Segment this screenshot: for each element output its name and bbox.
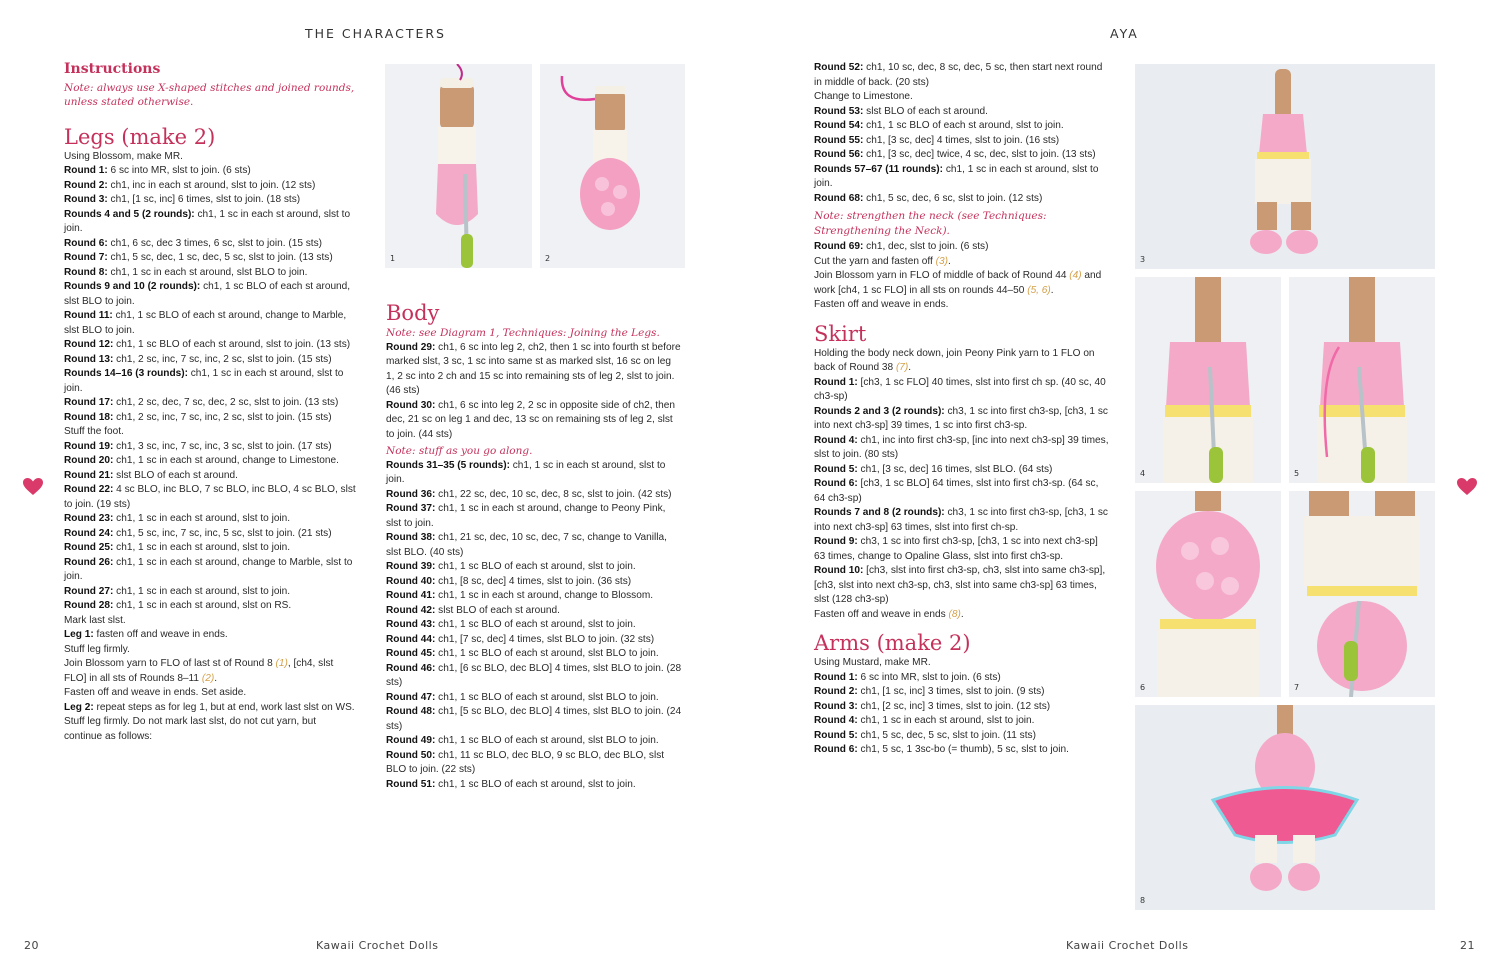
instruction-line: Round 53: slst BLO of each st around. — [814, 105, 988, 117]
round-label: Round 40: — [386, 575, 436, 587]
running-head-left: THE CHARACTERS — [305, 26, 446, 41]
round-label: Round 12: — [64, 339, 114, 350]
round-label: Round 30: — [386, 399, 436, 411]
round-label: Round 28: — [64, 600, 114, 611]
instruction-line: Join Blossom yarn to FLO of last st of Round 8 (1), [ch4, slst FLO] in all sts of Rounds 8–11 (2). — [64, 658, 334, 684]
round-label: Round 20: — [64, 455, 114, 466]
instruction-line: Round 37: ch1, 1 sc in each st around, change to Peony Pink, slst to join. — [386, 503, 666, 529]
round-label: Leg 2: — [64, 701, 94, 713]
round-label: Round 11: — [64, 310, 113, 321]
instruction-line: Stuff leg firmly. — [64, 643, 130, 655]
round-label: Round 42: — [386, 604, 436, 616]
round-label: Round 51: — [386, 778, 436, 790]
round-label: Round 5: — [814, 729, 858, 741]
round-label: Round 13: — [64, 353, 114, 365]
instruction-line: Rounds 2 and 3 (2 rounds): ch3, 1 sc into first ch3-sp, [ch3, 1 sc into next ch3-sp] 39 times, 1 sc into first ch3-sp. — [814, 405, 1108, 431]
body-lines-b — [386, 459, 682, 793]
instruction-line: Round 42: slst BLO of each st around. — [386, 604, 560, 616]
instruction-line: Round 69: ch1, dec, slst to join. (6 sts) — [814, 241, 989, 252]
round-label: Round 52: — [814, 62, 864, 73]
photo-4 — [1135, 277, 1281, 483]
round-label: Round 23: — [64, 513, 114, 524]
round-label: Round 26: — [64, 556, 114, 568]
instruction-line: Round 49: ch1, 1 sc BLO of each st around, slst BLO to join. — [386, 735, 659, 746]
instruction-line: Round 50: ch1, 11 sc BLO, dec BLO, 9 sc BLO, dec BLO, slst BLO to join. (22 sts) — [386, 749, 665, 775]
instruction-line: Round 36: ch1, 22 sc, dec, 10 sc, dec, 8 sc, slst to join. (42 sts) — [386, 488, 672, 500]
round-label: Round 44: — [386, 633, 436, 645]
round-label: Round 21: — [64, 469, 114, 481]
instruction-line: Rounds 9 and 10 (2 rounds): ch1, 1 sc BLO of each st around, slst BLO to join. — [64, 281, 351, 307]
photo-reference: (8) — [948, 608, 961, 620]
body-note: Note: see Diagram 1, Techniques: Joining the Legs. — [386, 327, 660, 339]
instruction-line: Round 40: ch1, [8 sc, dec] 4 times, slst to join. (36 sts) — [386, 575, 632, 587]
photo-number: 8 — [1140, 896, 1146, 905]
instruction-line: Round 48: ch1, [5 sc BLO, dec BLO] 4 times, slst BLO to join. (24 sts) — [386, 706, 682, 732]
round-label: Round 69: — [814, 241, 864, 252]
instruction-line: Rounds 4 and 5 (2 rounds): ch1, 1 sc in each st around, slst to join. — [64, 208, 351, 234]
round-label: Round 8: — [64, 266, 108, 278]
book-title-left: Kawaii Crochet Dolls — [316, 939, 439, 952]
round-label: Round 53: — [814, 105, 864, 117]
round-label: Round 48: — [386, 706, 436, 717]
heart-icon — [1457, 478, 1477, 496]
instruction-line: Holding the body neck down, join Peony Pink yarn to 1 FLO on back of Round 38 (7). — [814, 347, 1095, 373]
round-label: Round 1: — [814, 376, 858, 388]
round-label: Round 3: — [814, 700, 858, 712]
instruction-line: Mark last slst. — [64, 614, 126, 626]
instruction-line: Round 68: ch1, 5 sc, dec, 6 sc, slst to join. (12 sts) — [814, 192, 1043, 204]
round-label: Round 25: — [64, 542, 114, 553]
instruction-line: Round 26: ch1, 1 sc in each st around, change to Marble, slst to join. — [64, 556, 353, 582]
instruction-line: Round 52: ch1, 10 sc, dec, 8 sc, dec, 5 sc, then start next round in middle of back. (20 sts) — [814, 62, 1103, 88]
instruction-line: Leg 1: fasten off and weave in ends. — [64, 629, 228, 640]
round-label: Round 56: — [814, 149, 864, 160]
round-label: Round 41: — [386, 590, 436, 601]
round-label: Round 37: — [386, 503, 436, 514]
instruction-line: Round 5: ch1, [3 sc, dec] 16 times, slst BLO. (64 sts) — [814, 463, 1053, 475]
column-body-cont — [814, 61, 1110, 758]
instruction-line: Round 4: ch1, inc into first ch3-sp, [inc into next ch3-sp] 39 times, slst to join. (80 sts) — [814, 434, 1109, 460]
photo-6 — [1135, 491, 1281, 697]
photo-2 — [540, 64, 685, 268]
photo-number: 1 — [390, 254, 396, 263]
instruction-line: Rounds 57–67 (11 rounds): ch1, 1 sc in each st around, slst to join. — [814, 163, 1099, 189]
instruction-line: Using Blossom, make MR. — [64, 150, 183, 162]
instruction-line: Round 9: ch3, 1 sc into first ch3-sp, [ch3, 1 sc into next ch3-sp] 63 times, change to Opaline Glass, slst into first ch3-sp. — [814, 536, 1098, 562]
round-label: Round 46: — [386, 662, 436, 674]
round-label: Round 54: — [814, 120, 864, 131]
instruction-line: Round 46: ch1, [6 sc BLO, dec BLO] 4 times, slst BLO to join. (28 sts) — [386, 662, 682, 688]
instruction-line: Round 54: ch1, 1 sc BLO of each st around, slst to join. — [814, 120, 1064, 131]
instruction-line: Round 41: ch1, 1 sc in each st around, change to Blossom. — [386, 590, 654, 601]
instruction-line: Round 8: ch1, 1 sc in each st around, slst BLO to join. — [64, 266, 308, 278]
photo-reference: (3) — [935, 255, 948, 267]
photo-number: 3 — [1140, 255, 1146, 264]
running-head-right: AYA — [1110, 26, 1139, 41]
instruction-line: Round 44: ch1, [7 sc, dec] 4 times, slst BLO to join. (32 sts) — [386, 633, 655, 645]
instruction-line: Round 51: ch1, 1 sc BLO of each st around, slst to join. — [386, 778, 636, 790]
round-label: Rounds 2 and 3 (2 rounds): — [814, 405, 945, 417]
round-label: Round 1: — [64, 165, 108, 176]
body-cont-lines-a — [814, 61, 1110, 206]
round-label: Rounds 4 and 5 (2 rounds): — [64, 208, 195, 220]
instructions-heading: Instructions — [64, 61, 161, 77]
instruction-line: Change to Limestone. — [814, 91, 913, 102]
instruction-line: Round 2: ch1, [1 sc, inc] 3 times, slst to join. (9 sts) — [814, 686, 1045, 697]
round-label: Round 68: — [814, 192, 864, 204]
instruction-line: Round 25: ch1, 1 sc in each st around, slst to join. — [64, 542, 291, 553]
instruction-line: Round 12: ch1, 1 sc BLO of each st around, slst to join. (13 sts) — [64, 339, 351, 350]
round-label: Round 9: — [814, 536, 858, 547]
round-label: Round 4: — [814, 715, 858, 726]
round-label: Round 39: — [386, 561, 436, 572]
body-cont-lines-b — [814, 240, 1110, 313]
instruction-line: Round 1: 6 sc into MR, slst to join. (6 sts) — [64, 165, 251, 176]
instruction-line: Rounds 7 and 8 (2 rounds): ch3, 1 sc into first ch3-sp, [ch3, 1 sc into next ch3-sp] 63 times, slst into first ch-sp. — [814, 507, 1108, 533]
instruction-line: Round 13: ch1, 2 sc, inc, 7 sc, inc, 2 sc, slst to join. (15 sts) — [64, 353, 332, 365]
photo-3 — [1135, 64, 1435, 269]
round-label: Round 50: — [386, 749, 436, 761]
instruction-line: Round 29: ch1, 6 sc into leg 2, ch2, then 1 sc into fourth st before marked slst, 3 sc, 1 sc into same st as marked slst, 16 sc on leg 1, 2 sc into 2 ch and 15 sc into remaining sts of leg 2, slst to join. (46 sts) — [386, 341, 681, 396]
round-label: Round 45: — [386, 648, 436, 659]
round-label: Round 6: — [814, 744, 858, 755]
photo-reference: (4) — [1069, 270, 1082, 281]
arms-lines — [814, 656, 1110, 758]
instruction-line: Rounds 31–35 (5 rounds): ch1, 1 sc in each st around, slst to join. — [386, 459, 666, 485]
instruction-line: Cut the yarn and fasten off (3). — [814, 255, 951, 267]
page-number-right: 21 — [1460, 939, 1475, 952]
instruction-line: Round 3: ch1, [2 sc, inc] 3 times, slst to join. (12 sts) — [814, 700, 1051, 712]
photo-reference: (7) — [895, 362, 909, 373]
instructions-note: Note: always use X-shaped stitches and joined rounds, unless stated otherwise. — [64, 81, 355, 108]
instruction-line: Round 55: ch1, [3 sc, dec] 4 times, slst to join. (16 sts) — [814, 134, 1060, 146]
instruction-line: Round 20: ch1, 1 sc in each st around, change to Limestone. — [64, 455, 339, 466]
round-label: Round 1: — [814, 671, 858, 683]
round-label: Round 3: — [64, 194, 108, 205]
round-label: Round 10: — [814, 565, 864, 576]
instruction-line: Round 6: ch1, 5 sc, 1 3sc-bo (= thumb), 5 sc, slst to join. — [814, 744, 1069, 755]
round-label: Round 17: — [64, 397, 114, 408]
instruction-line: Round 56: ch1, [3 sc, dec] twice, 4 sc, dec, slst to join. (13 sts) — [814, 149, 1096, 160]
photo-reference: (5, 6) — [1027, 284, 1051, 296]
instruction-line: Round 5: ch1, 5 sc, dec, 5 sc, slst to join. (11 sts) — [814, 729, 1036, 741]
photo-reference: (2) — [201, 672, 215, 684]
instruction-line: Round 10: [ch3, slst into first ch3-sp, ch3, slst into same ch3-sp], [ch3, slst into next ch3-sp, ch3, slst into same ch3-sp] 63 times, slst (128 ch3-sp) — [814, 565, 1106, 605]
instruction-line: Round 6: [ch3, 1 sc BLO] 64 times, slst into first ch3-sp. (64 sc, 64 ch3-sp) — [814, 478, 1099, 504]
instruction-line: Round 27: ch1, 1 sc in each st around, slst to join. — [64, 585, 291, 597]
instruction-line: Round 45: ch1, 1 sc BLO of each st around, slst BLO to join. — [386, 648, 659, 659]
instruction-line: Round 4: ch1, 1 sc in each st around, slst to join. — [814, 715, 1035, 726]
instruction-line: Round 19: ch1, 3 sc, inc, 7 sc, inc, 3 sc, slst to join. (17 sts) — [64, 440, 332, 452]
instruction-line: Round 6: ch1, 6 sc, dec 3 times, 6 sc, slst to join. (15 sts) — [64, 237, 323, 249]
instruction-line: Stuff the foot. — [64, 426, 124, 437]
photo-1 — [385, 64, 532, 268]
instruction-line: Round 23: ch1, 1 sc in each st around, slst to join. — [64, 513, 291, 524]
instruction-line: Rounds 14–16 (3 rounds): ch1, 1 sc in each st around, slst to join. — [64, 368, 344, 394]
round-label: Round 4: — [814, 434, 858, 446]
round-label: Round 7: — [64, 252, 108, 263]
photo-number: 4 — [1140, 469, 1146, 478]
instruction-line: Round 28: ch1, 1 sc in each st around, slst on RS. — [64, 600, 292, 611]
instruction-line: Round 1: [ch3, 1 sc FLO] 40 times, slst into first ch sp. (40 sc, 40 ch3-sp) — [814, 376, 1106, 402]
instruction-line: Round 47: ch1, 1 sc BLO of each st around, slst BLO to join. — [386, 691, 659, 703]
photo-number: 5 — [1294, 469, 1300, 478]
heart-icon — [23, 478, 43, 496]
instruction-line: Fasten off and weave in ends. Set aside. — [64, 687, 247, 698]
book-title-right: Kawaii Crochet Dolls — [1066, 939, 1189, 952]
column-body — [386, 300, 682, 792]
instruction-line: Round 7: ch1, 5 sc, dec, 1 sc, dec, 5 sc, slst to join. (13 sts) — [64, 252, 333, 263]
instruction-line: Round 17: ch1, 2 sc, dec, 7 sc, dec, 2 sc, slst to join. (13 sts) — [64, 397, 339, 408]
round-label: Round 36: — [386, 488, 436, 500]
instruction-line: Round 43: ch1, 1 sc BLO of each st around, slst to join. — [386, 619, 636, 630]
round-label: Round 43: — [386, 619, 436, 630]
round-label: Round 18: — [64, 411, 114, 423]
round-label: Round 2: — [64, 179, 108, 191]
round-label: Round 2: — [814, 686, 858, 697]
instruction-line: Round 18: ch1, 2 sc, inc, 7 sc, inc, 2 sc, slst to join. (15 sts) — [64, 411, 332, 423]
arms-heading: Arms (make 2) — [814, 631, 971, 655]
instruction-line: Round 24: ch1, 5 sc, inc, 7 sc, inc, 5 sc, slst to join. (21 sts) — [64, 527, 332, 539]
round-label: Round 55: — [814, 134, 864, 146]
round-label: Round 24: — [64, 527, 114, 539]
instruction-line: Round 39: ch1, 1 sc BLO of each st around, slst to join. — [386, 561, 636, 572]
round-label: Round 49: — [386, 735, 436, 746]
photo-8 — [1135, 705, 1435, 910]
photo-number: 2 — [545, 254, 551, 263]
round-label: Round 47: — [386, 691, 436, 703]
instruction-line: Round 21: slst BLO of each st around. — [64, 469, 238, 481]
instruction-line: Join Blossom yarn in FLO of middle of back of Round 44 (4) and work [ch4, 1 sc FLO] in all sts on rounds 44–50 (5, 6). — [814, 270, 1102, 296]
instruction-line: Round 11: ch1, 1 sc BLO of each st around, change to Marble, slst BLO to join. — [64, 310, 347, 336]
round-label: Rounds 7 and 8 (2 rounds): — [814, 507, 945, 518]
instruction-line: Using Mustard, make MR. — [814, 657, 931, 668]
round-label: Round 27: — [64, 585, 114, 597]
legs-lines — [64, 150, 356, 745]
skirt-heading: Skirt — [814, 321, 867, 346]
instruction-line: Round 3: ch1, [1 sc, inc] 6 times, slst to join. (18 sts) — [64, 194, 301, 205]
round-label: Round 6: — [814, 478, 858, 489]
round-label: Round 19: — [64, 440, 114, 452]
instruction-line: Round 1: 6 sc into MR, slst to join. (6 sts) — [814, 671, 1001, 683]
body-note-2: Note: stuff as you go along. — [386, 445, 533, 457]
round-label: Round 5: — [814, 463, 858, 475]
photo-number: 7 — [1294, 683, 1300, 692]
round-label: Rounds 9 and 10 (2 rounds): — [64, 281, 201, 292]
round-label: Round 29: — [386, 341, 436, 353]
legs-heading: Legs (make 2) — [64, 124, 216, 149]
round-label: Round 38: — [386, 532, 436, 543]
round-label: Rounds 31–35 (5 rounds): — [386, 459, 510, 471]
page-number-left: 20 — [24, 939, 39, 952]
instruction-line: Leg 2: repeat steps as for leg 1, but at end, work last slst on WS. Stuff leg firmly. Do not mark last slst, do not cut yarn, but continue as follows: — [64, 701, 355, 742]
body-heading: Body — [386, 301, 440, 325]
photo-5 — [1289, 277, 1435, 483]
instruction-line: Round 2: ch1, inc in each st around, slst to join. (12 sts) — [64, 179, 316, 191]
instruction-line: Round 22: 4 sc BLO, inc BLO, 7 sc BLO, inc BLO, 4 sc BLO, slst to join. (19 sts) — [64, 484, 356, 510]
instruction-line: Round 38: ch1, 21 sc, dec, 10 sc, dec, 7 sc, change to Vanilla, slst BLO. (40 sts) — [386, 532, 667, 558]
skirt-lines — [814, 347, 1110, 623]
instruction-line: Fasten off and weave in ends. — [814, 299, 949, 310]
photo-number: 6 — [1140, 683, 1146, 692]
round-label: Round 6: — [64, 237, 108, 249]
round-label: Rounds 14–16 (3 rounds): — [64, 368, 188, 379]
photo-7 — [1289, 491, 1435, 697]
column-legs — [64, 62, 356, 744]
instruction-line: Fasten off and weave in ends (8). — [814, 608, 964, 620]
round-label: Round 22: — [64, 484, 114, 495]
round-label: Rounds 57–67 (11 rounds): — [814, 163, 944, 175]
round-label: Leg 1: — [64, 629, 94, 640]
photo-reference: (1) — [275, 658, 288, 669]
instruction-line: Round 30: ch1, 6 sc into leg 2, 2 sc in opposite side of ch2, then dec, 21 sc on leg 1 and dec, 13 sc on remaining sts of leg 2, slst to join. (44 sts) — [386, 399, 675, 440]
body-lines-a — [386, 341, 682, 443]
neck-note: Note: strengthen the neck (see Techniques: Strengthening the Neck). — [814, 210, 1047, 237]
